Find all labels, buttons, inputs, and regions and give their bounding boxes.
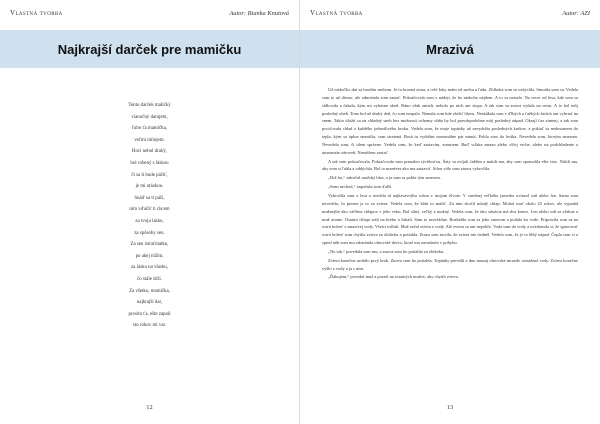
story-paragraph: „Ďakujem,“ povedal muž a pozrel na ostatných mužov, aby chytili zviera.: [328, 274, 459, 280]
story-title: Mrazivá: [426, 41, 474, 57]
series-title: Vlastná tvorba: [10, 9, 63, 17]
story-paragraph: Zviera konečne urobilo prvý krok. Znova som ho potiahla. Topánky prevdili a dno naozaj ohrovské mrazilo ostražené vody. Zviera konečne vyšlo z vody a ja s ním.: [322, 257, 578, 271]
title-band: [0, 30, 299, 68]
poem-line: sto rokov mi var.: [132, 323, 167, 329]
story-paragraph: „Drž ho,“ zakričal mužský hlas, a ja som sa pohla tým smerom.: [328, 175, 441, 181]
poem-line: najkrajší dar,: [136, 300, 163, 306]
running-header: [310, 9, 590, 23]
story-paragraph: A tak som pokračovala. Pokračovala som pomalou rýchlosťou. Šaty sa zvíjali ťažším a mútili ma, aby som spomalila ešte viac. Nútili ma, aby som si ľahla a oddýchla. Bol to manéver ako ma zastaviť. Silou vôle som znova vykročila.: [322, 158, 578, 172]
story-paragraph: „Sean nechod,“ započula som ďalší.: [328, 184, 393, 190]
poem-line: ľubo ťa mamička,: [131, 126, 168, 132]
poem-line: či sa ti bude páčiť,: [131, 172, 168, 178]
poem-line: prosím ťa, ešte zapoň: [128, 311, 171, 317]
poem-title: Najkrajší darček pre mamičku: [57, 41, 242, 57]
poem-line: veľmi milujem.: [134, 137, 165, 143]
story-paragraph: „No tak,“ povedala som mu, a znova som ho potiahla za ohlávku.: [328, 248, 445, 254]
author-credit: Autor: Bianka Knutová: [229, 10, 289, 17]
poem-line: za tvoju lásku,: [135, 218, 164, 224]
poem-line: Hoci nebol drahý,: [131, 149, 168, 155]
story-paragraph: Vykročila som z lesa a uvidela tú najkrvavejšiu scénu v mojom živote. V strednej veľkého jazierka uviazol soň alebo len. Sama som nevedela, čo presne je to za zviera. Vedela som, že kláti to mačiť. Za ním skočil mladý chlap. Mohol mať okolo 25 rokov, ale vypadal mužnejšie ako väčšina chlapov v jeho veku. Bol silný, veľký a mužný. Vedela som, že táto situácia má dva konce. Len alebo soň sa zľakne a muž utonie. Ostatní chlapi stáli na brehu a čakali. Sám to nezvládne. Rozbehla som sa jeho smerom a podala ku vode. Pripravila som sa na ostrú bolesť z mrazivej vody. Všetci mlčali. Muž začal zviera z vody. Ale zviera sa ani nepohlo. Voda som do vody a uvedomila si, že ignorovať ostrú bolesť som chytila zviera za ohlávku a potiahla. Zrazu som tuctila, že zviera nie úzdnél. Vedela som, že je to hlbý nápad. Čupla som si a spred nôh som mu odstránila ohrovské drevo, ktoré mu zavadzalo v pohybu.: [322, 192, 578, 246]
story-body: [322, 86, 578, 282]
page-number: 12: [146, 404, 153, 411]
poem-line: Snáď sa ti páči,: [134, 195, 165, 201]
running-header: [10, 9, 289, 23]
right-page: [300, 0, 600, 424]
poem-body: [0, 100, 299, 332]
story-paragraph: Už niekoľko dní sa brodím snehom. Je tu hrozná zima, a celé kúty mám od snehu a ľadu. Zhlboka som sa vzdychla. Smutila som sa. Vedela som to už dávno, ale odmietala som zastať. Pokračovala som v nádeji, že ho niekoho nájdem. A to sa nestalo. Na sever od lesa, kde som sa sídlovala a čakala, kým mi vyhasne oheň. Ráno však zmizli, nebolo po nich ani stopa. A tak som sa znova vydala na cestu. A to bol môj posledný oheň. Tono bol už druhý deň, čo som nespala. Nemala som kde zložiť hlavu. Neskákala som v ďlhých a ťažkých šatách ani vyhriať na snem. Takto úložtí sa na chladný sneh bez možnosti ochrany ohňa by bol pravdepodobne môj posledný nápad. Okrajl ťaz zimnej, a tak som pociťovala chlad z každého jednotlivého kroku. Vedela som, že moje topánky už nevydržia posledných krokov, a pokiaľ sa nedostanem do tepla, kým sa úplne nezničia, som stratená. Bosá tu vydržím maximálne pár minút. Pohla som do lesíka. Nevedela som, ktorým smerom. Nevedela som, či idem správne. Vedela som, že keď zastavím, zomriem. Buď vďaka mrazu alebo vlčej vrche, alebo na podchladenie a umrznutie zároveň. Nemôžem zastať.: [322, 87, 578, 155]
poem-line: Za všetko, mamička,: [129, 288, 170, 294]
poem-line: za lásku na vlasku,: [131, 265, 168, 271]
poem-line: nim vďačiť ti chcem: [129, 207, 170, 213]
poem-line: po akej túžim,: [135, 253, 164, 259]
poem-line: čo stále drží.: [137, 276, 162, 282]
page-number: 13: [446, 404, 454, 411]
title-band: [300, 30, 600, 68]
poem-line: Za sen istraťmatku,: [130, 242, 169, 248]
poem-line: Tento darček maličký: [128, 103, 171, 108]
poem-line: za spôsoby sen.: [134, 230, 165, 236]
poem-line: vianočný darujem,: [131, 114, 168, 120]
poem-line: bol robený s láskou: [130, 160, 169, 166]
author-credit: Autor: AZI: [562, 10, 590, 17]
series-title: Vlastná tvorba: [310, 9, 363, 17]
poem-line: je mi otázkou.: [135, 184, 164, 190]
